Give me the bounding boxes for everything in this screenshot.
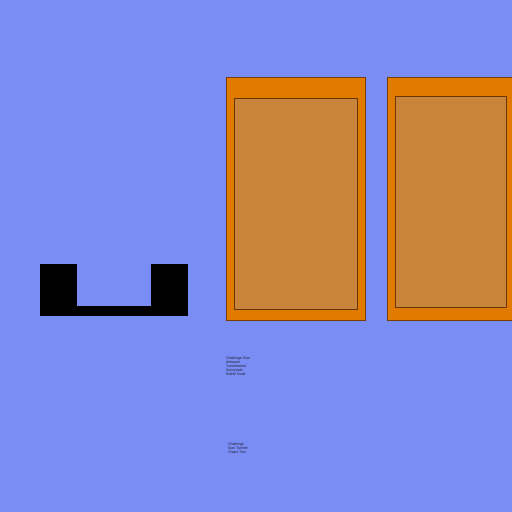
token-panel-left xyxy=(226,77,366,321)
token-row xyxy=(17,352,227,402)
small-note: Challenge Sum Tumble Chanz Tom xyxy=(228,442,248,454)
small-note: Challenge Sum Artisanal Tumbleweed Sunnydale Ruthie Dude xyxy=(226,356,250,376)
panel-right-inner xyxy=(395,96,507,308)
token-pile xyxy=(40,250,188,318)
token-panel-right xyxy=(387,77,512,321)
panel-left-inner xyxy=(234,98,358,310)
pedestal-base xyxy=(40,306,188,316)
